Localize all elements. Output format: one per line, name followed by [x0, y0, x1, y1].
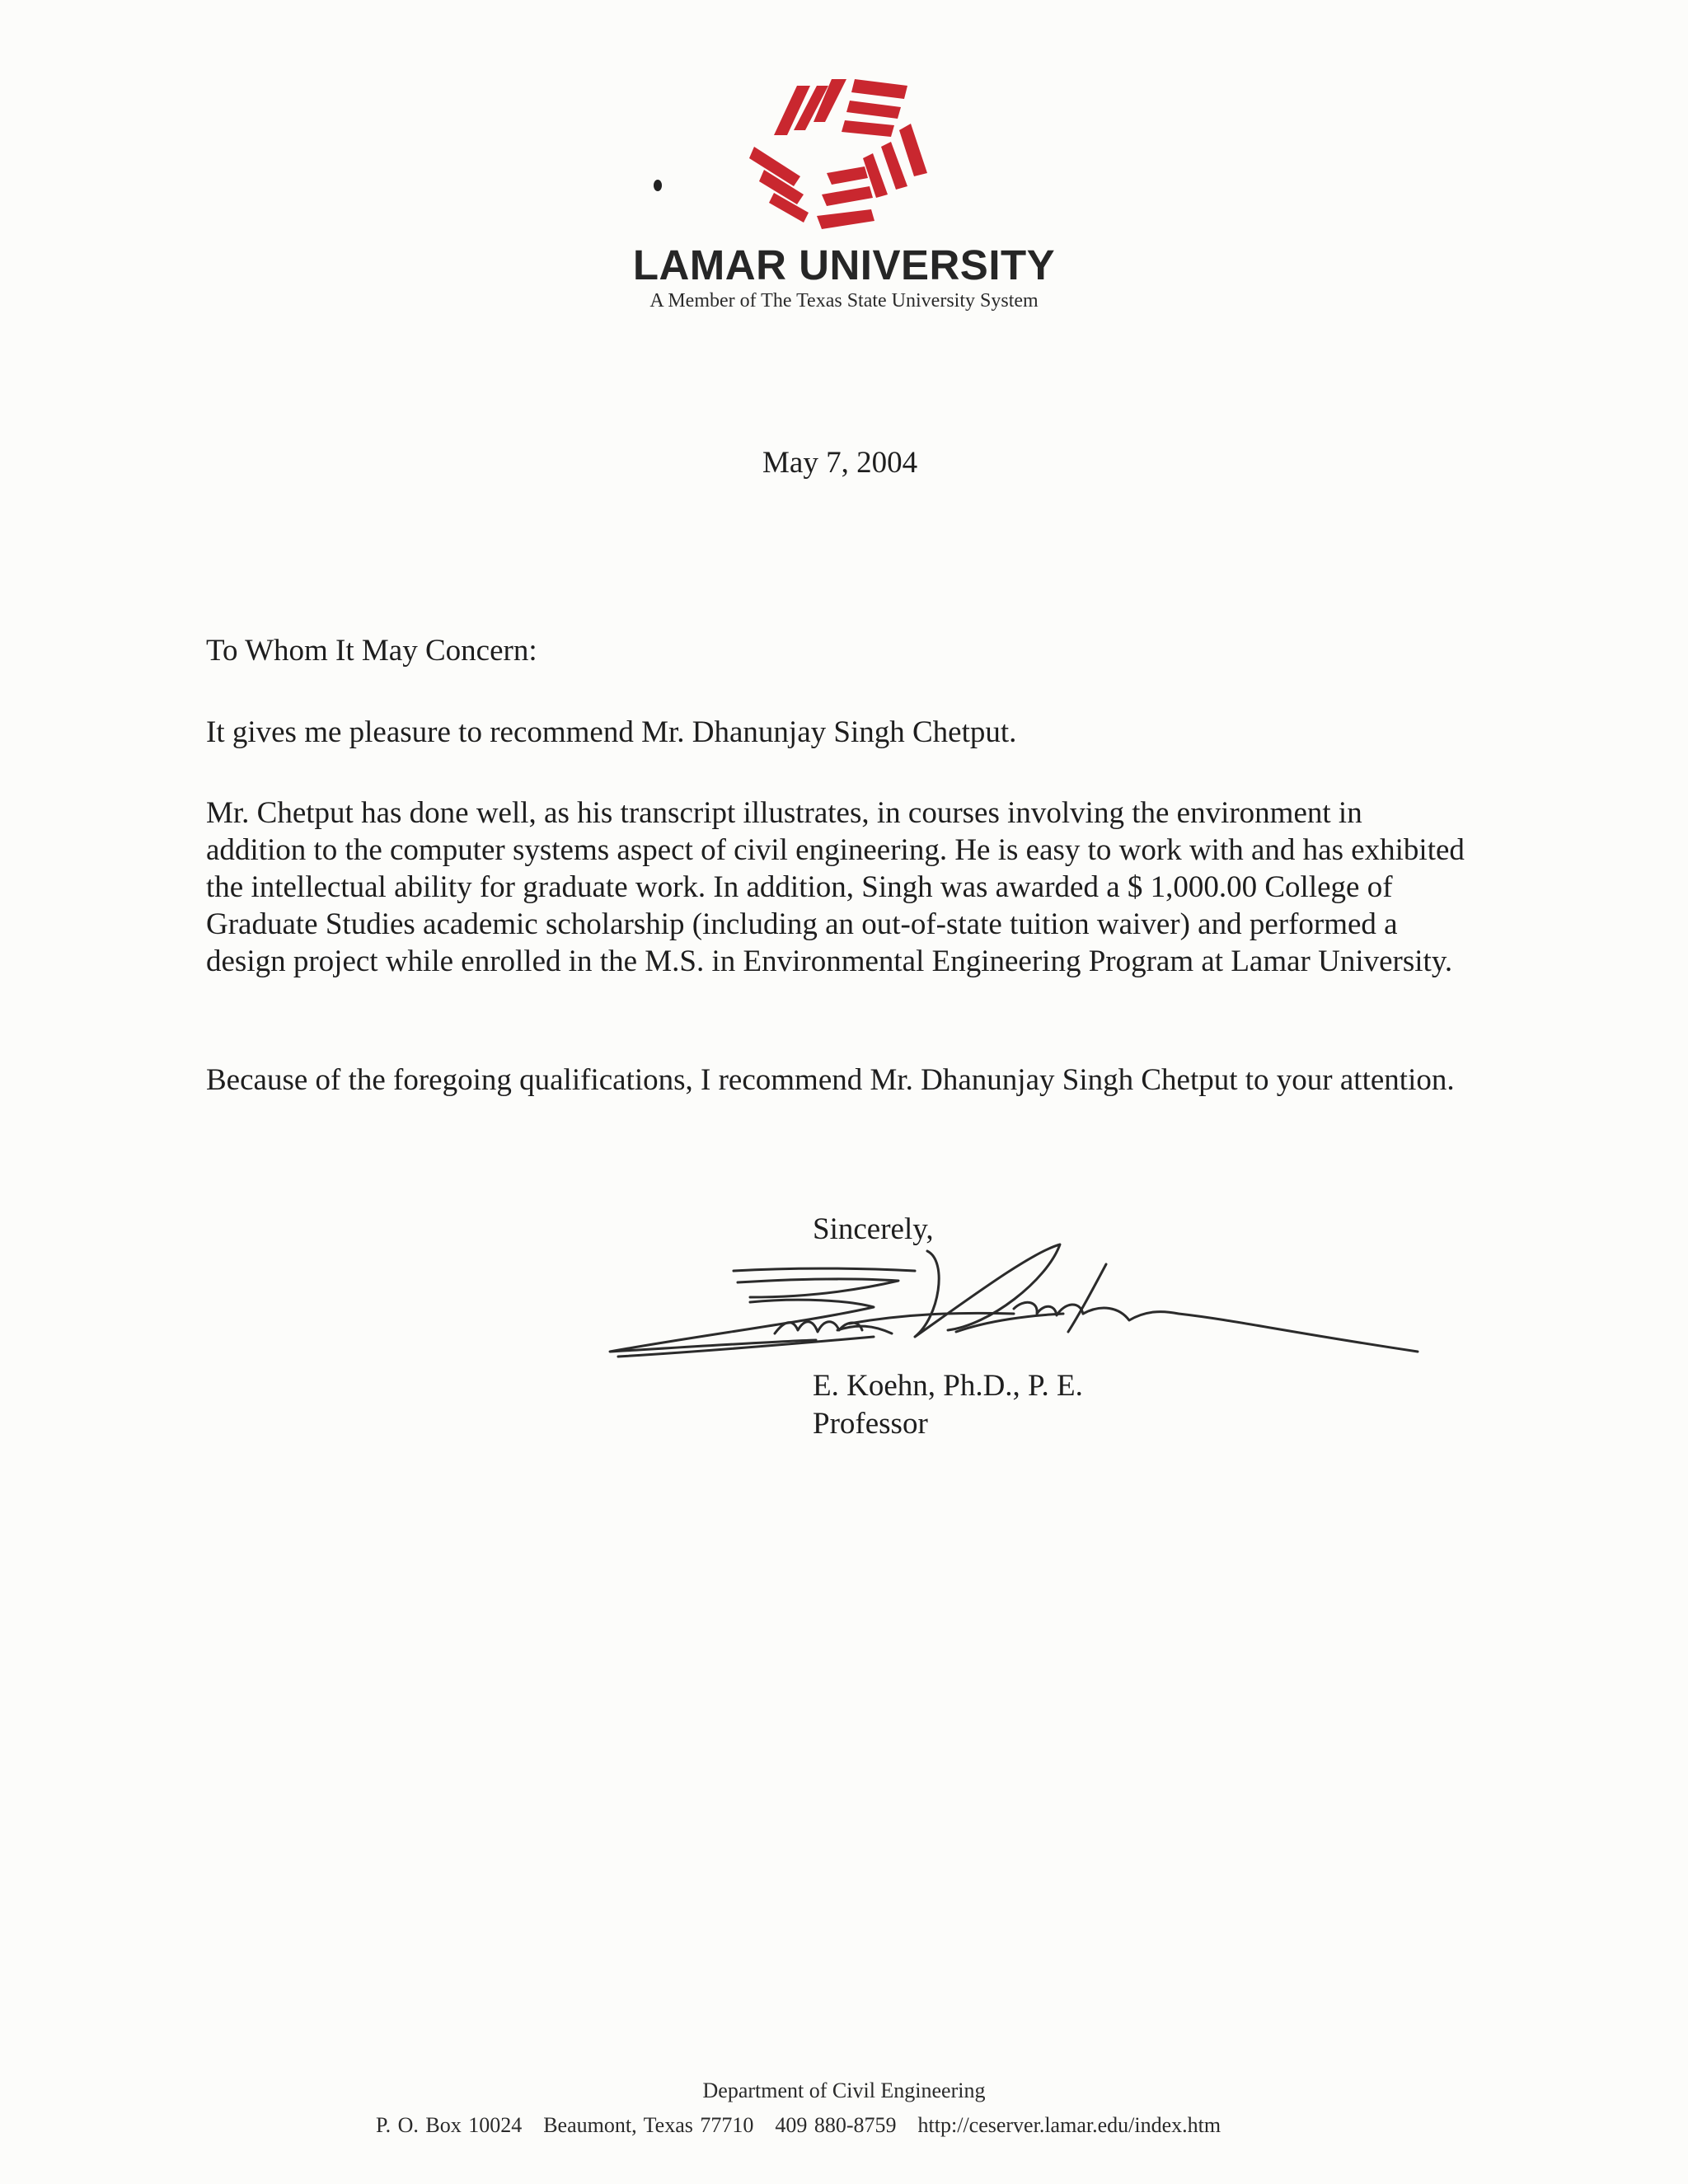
ink-speck: [654, 180, 662, 191]
footer-department: Department of Civil Engineering: [702, 2079, 986, 2102]
signer-title: Professor: [813, 1407, 928, 1441]
footer-url: http://ceserver.lamar.edu/index.htm: [917, 2113, 1221, 2137]
lamar-star-logo-icon: [746, 71, 944, 236]
paragraph-recommendation: It gives me pleasure to recommend Mr. Dhanunjay Singh Chetput.: [206, 715, 1017, 749]
closing: Sincerely,: [813, 1212, 934, 1246]
university-subtitle: A Member of The Texas State University System: [649, 290, 1039, 312]
letter-date: May 7, 2004: [762, 446, 918, 480]
paragraph-qualifications: Mr. Chetput has done well, as his transcript illustrates, in courses involving the environment in addition to the computer systems aspect of civil engineering. He is easy to work with and has exhibited the intellectual ability for graduate work. In addition, Singh was awarded a $ 1,000.00 College of Graduate Studies academic scholarship (including an out-of-state tuition waiver) and performed a design project while enrolled in the M.S. in Environmental Engineering Program at Lamar University.: [206, 796, 1465, 978]
footer-address-line: [376, 2113, 1242, 2138]
signer-name: E. Koehn, Ph.D., P. E.: [813, 1369, 1083, 1403]
footer-po-box: P. O. Box 10024: [376, 2113, 523, 2137]
paragraph-conclusion: Because of the foregoing qualifications, I recommend Mr. Dhanunjay Singh Chetput to your attention.: [206, 1063, 1455, 1097]
salutation: To Whom It May Concern:: [206, 634, 537, 668]
university-name: LAMAR UNIVERSITY: [632, 241, 1056, 288]
footer-city: Beaumont, Texas 77710: [543, 2113, 754, 2137]
footer-phone: 409 880-8759: [775, 2113, 897, 2137]
